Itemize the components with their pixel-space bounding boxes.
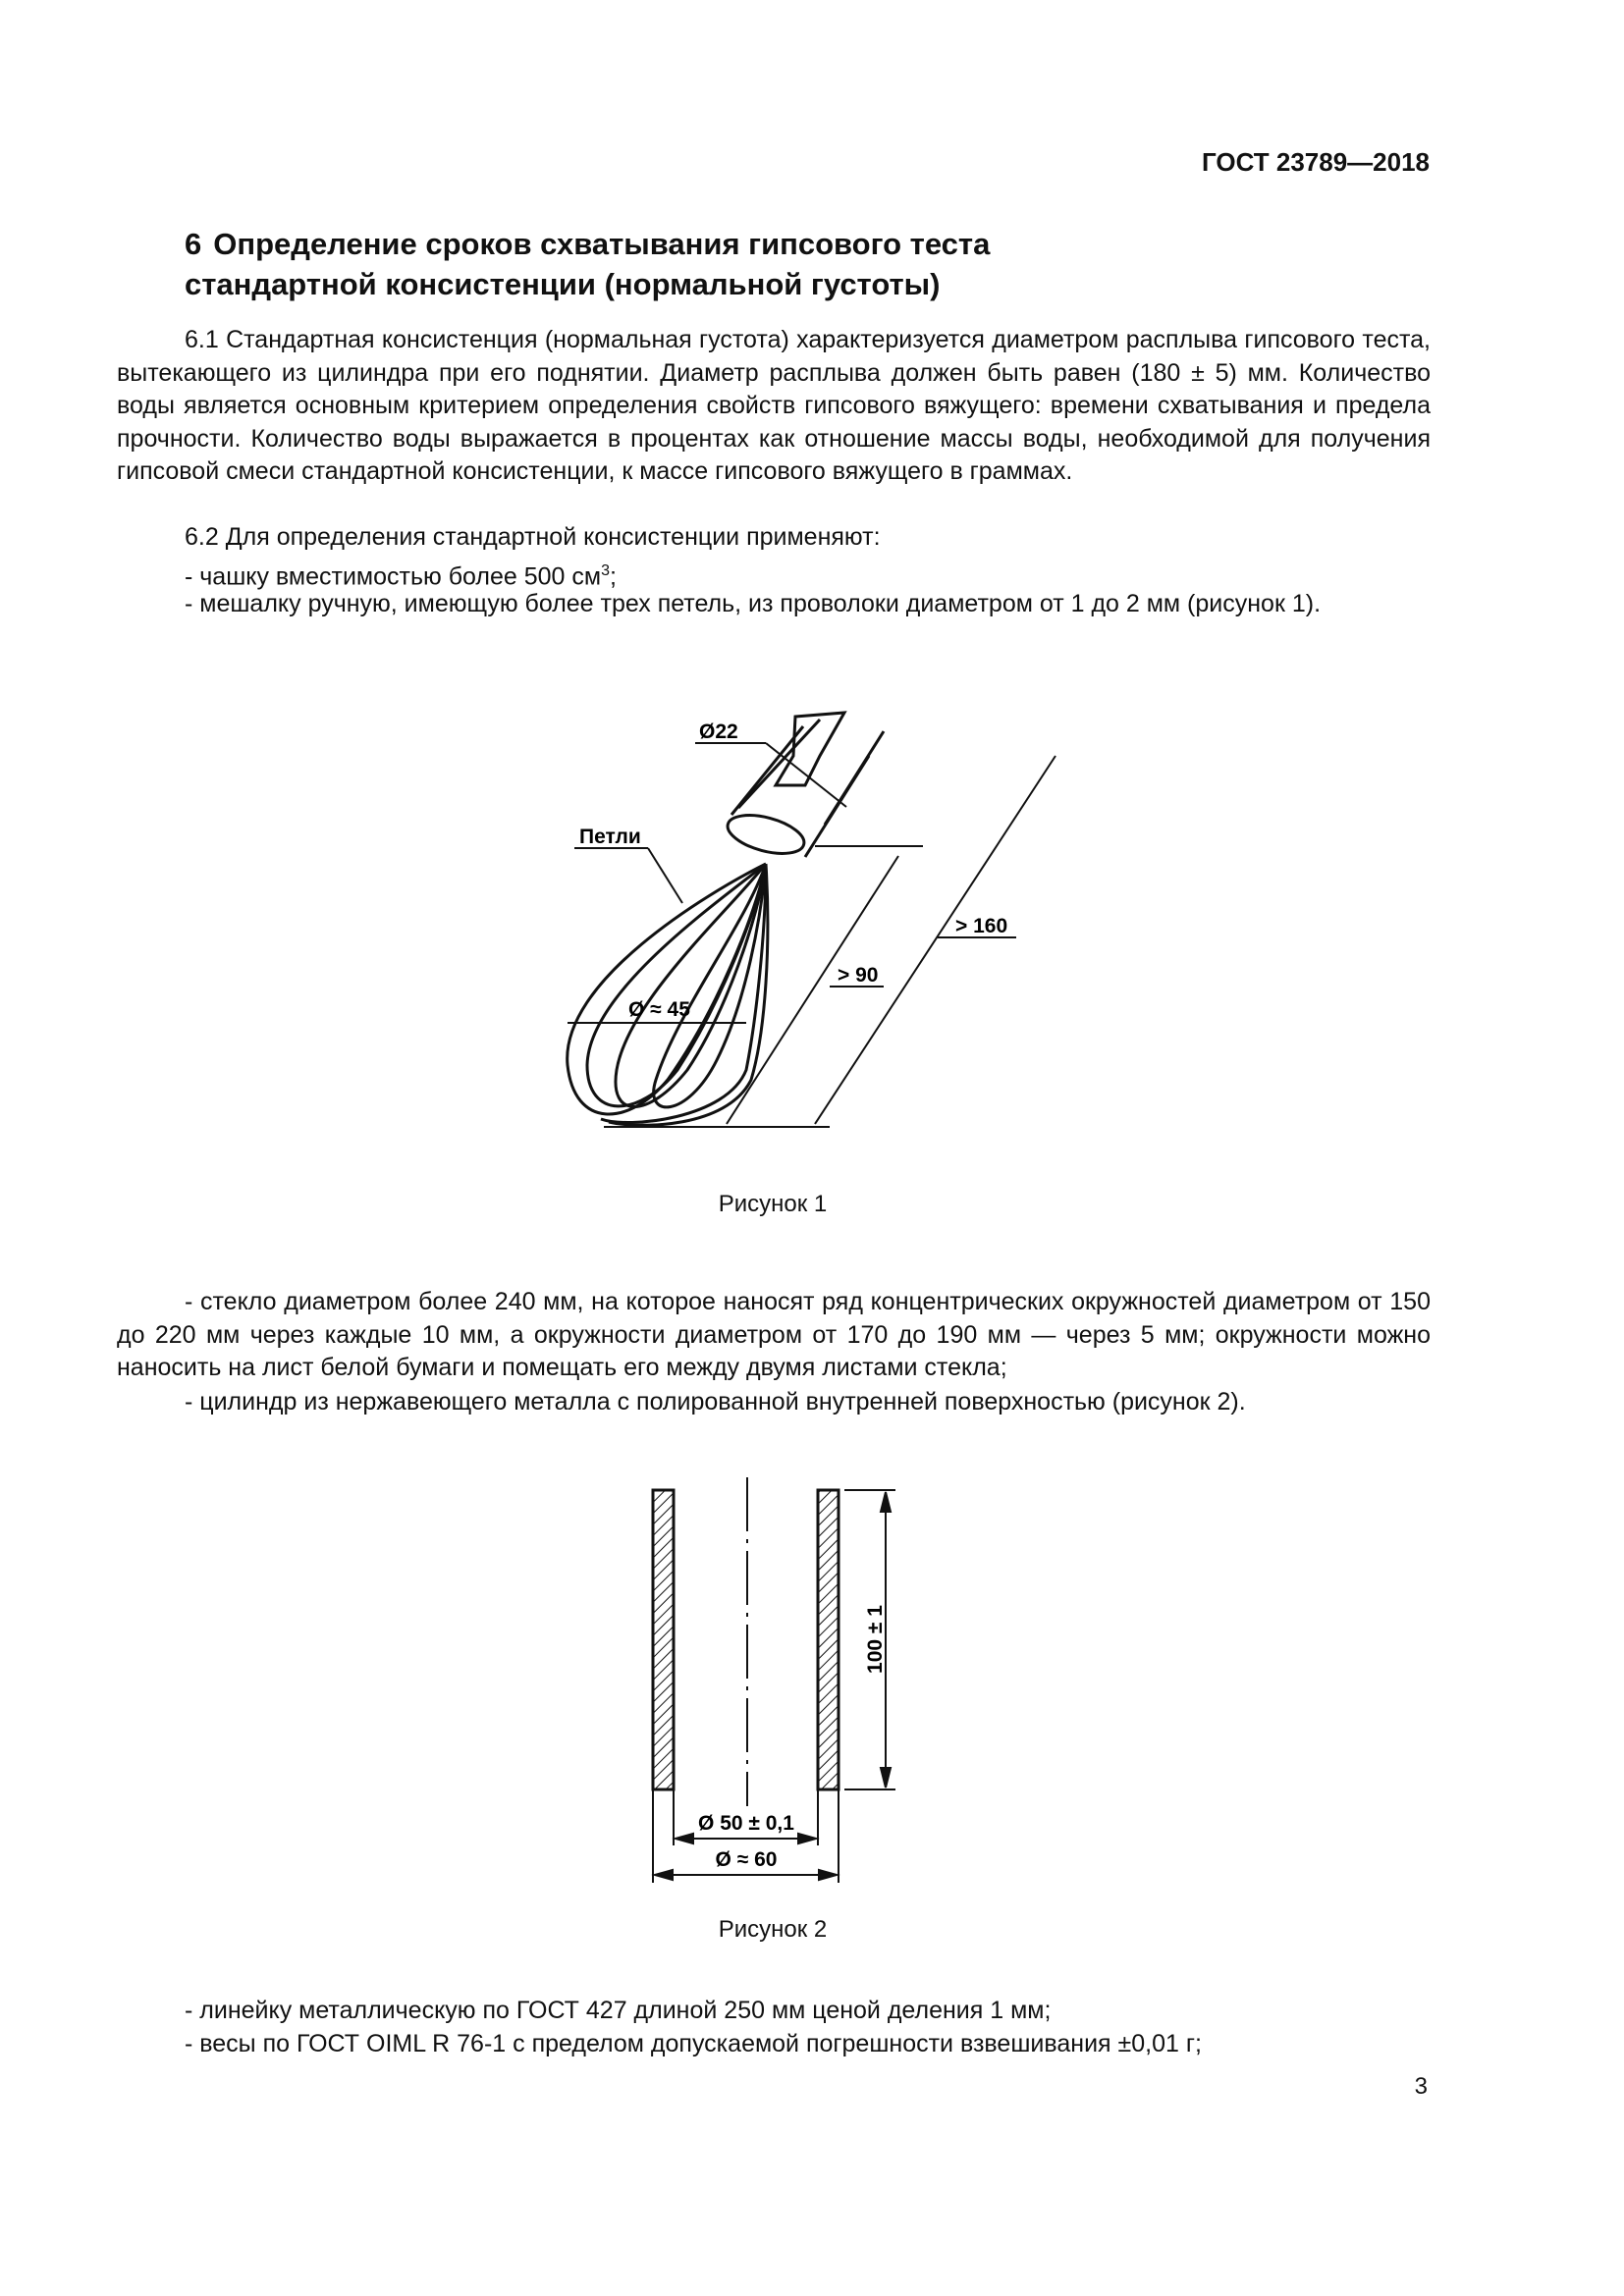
section-title: [185, 224, 1441, 304]
figure-1-mixer-drawing: [530, 702, 1080, 1144]
label-outer-diameter: Ø ≈ 60: [715, 1848, 778, 1871]
label-handle-diameter: Ø22: [699, 721, 738, 743]
figure-2-cylinder-drawing: [628, 1472, 923, 1895]
list-item-ruler: - линейку металлическую по ГОСТ 427 длиной 250 мм ценой деления 1 мм;: [185, 1997, 1052, 2024]
label-loop-length: > 90: [838, 964, 879, 987]
label-inner-diameter: Ø 50 ± 0,1: [698, 1812, 794, 1835]
list-item-glass: - стекло диаметром более 240 мм, на которое наносят ряд концентрических окружностей диаметром от 150 до 220 мм через каждые 10 мм, а окружности диаметром от 170 до 190 мм — через 5 мм; окружности можно наносить на лист белой бумаги и помещать его между двумя листами стекла;: [117, 1288, 1431, 1381]
paragraph-6-2: 6.2 Для определения стандартной консистенции применяют:: [185, 523, 881, 551]
label-total-length: > 160: [955, 915, 1008, 937]
list-item-cup-end: ;: [609, 562, 617, 591]
label-height: 100 ± 1: [864, 1605, 887, 1674]
superscript-3: 3: [601, 562, 610, 579]
section-number: 6: [185, 227, 202, 261]
list-item-mixer: - мешалку ручную, имеющую более трех петель, из проволоки диаметром от 1 до 2 мм (рисунок 1).: [185, 590, 1322, 617]
paragraph-6-1: 6.1 Стандартная консистенция (нормальная густота) характеризуется диаметром расплыва гипсового теста, вытекающего из цилиндра при его поднятии. Диаметр расплыва должен быть равен (180 ± 5) мм. Количество воды является основным критерием определения свойств гипсового вяжущего: времени схватывания и предела прочности. Количество воды выражается в процентах как отношение массы воды, необходимой для получения гипсовой смеси стандартной консистенции, к массе гипсового вяжущего в граммах.: [117, 326, 1431, 485]
label-loops: Петли: [579, 826, 641, 848]
list-item-cup-text: - чашку вместимостью более 500 см: [185, 562, 602, 591]
section-title-line1: Определение сроков схватывания гипсового теста: [213, 227, 991, 261]
page-number: 3: [1414, 2073, 1428, 2100]
list-item-cylinder: - цилиндр из нержавеющего металла с полированной внутренней поверхностью (рисунок 2).: [185, 1388, 1246, 1415]
list-item-scales: - весы по ГОСТ OIML R 76-1 с пределом допускаемой погрешности взвешивания ±0,01 г;: [185, 2030, 1202, 2057]
section-title-line2: стандартной консистенции (нормальной густоты): [185, 267, 941, 301]
document-code: ГОСТ 23789—2018: [1202, 147, 1430, 177]
figure-1-caption: Рисунок 1: [718, 1191, 828, 1217]
label-loop-diameter: Ø ≈ 45: [628, 998, 690, 1021]
figure-2-caption: Рисунок 2: [718, 1916, 828, 1943]
